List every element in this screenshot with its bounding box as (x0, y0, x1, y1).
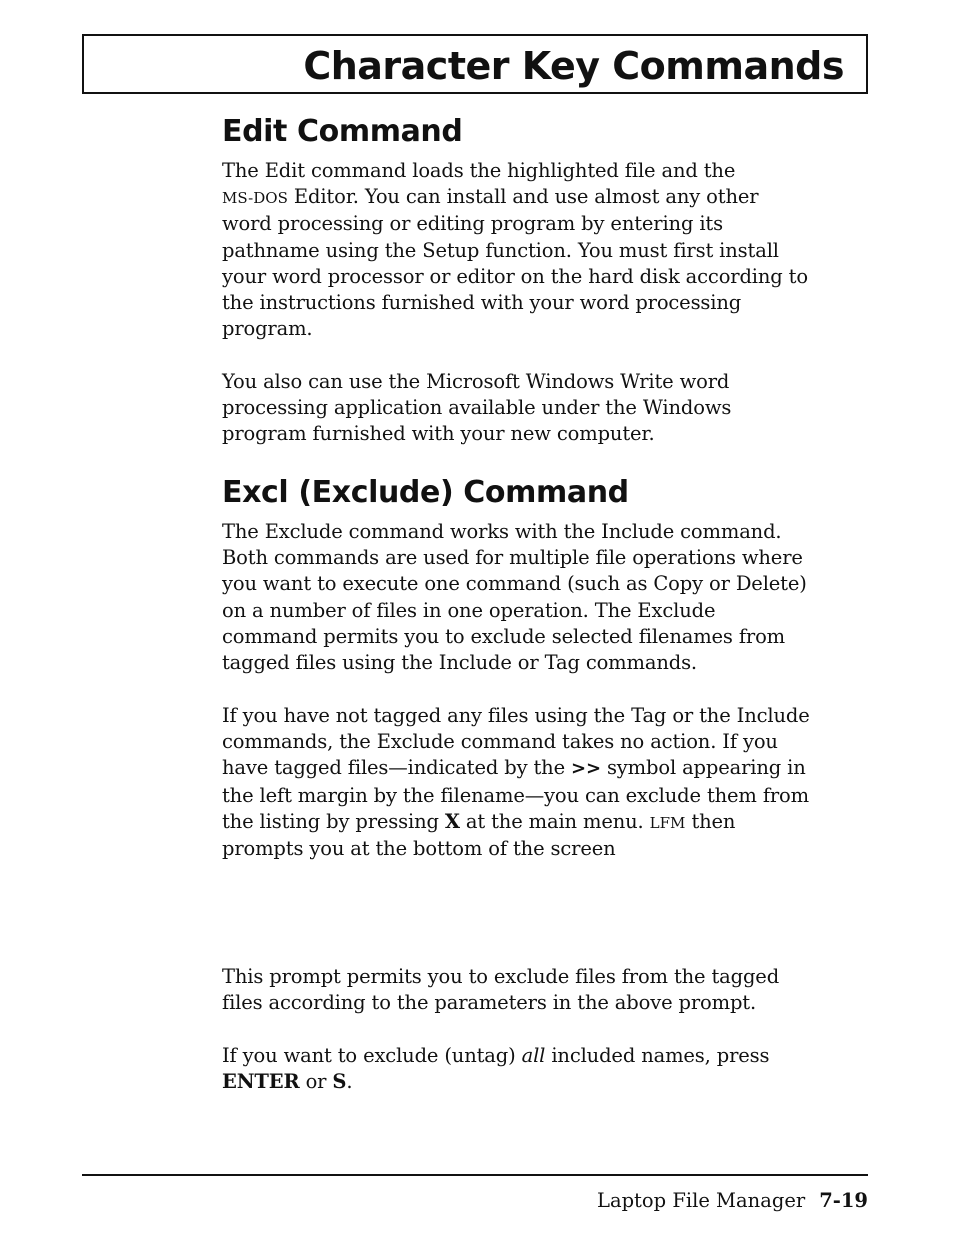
footer-rule (82, 1174, 868, 1176)
edit-paragraph-1 (222, 158, 867, 342)
small-caps-term: LFM (649, 813, 686, 832)
text-run: then prompts you at the bottom of the screen (222, 809, 736, 861)
excl-paragraph-4 (222, 1043, 867, 1095)
page-footer (597, 1186, 868, 1216)
excl-paragraph-2 (222, 703, 867, 862)
text-run: The Edit command loads the highlighted file and the (222, 159, 736, 182)
key-x: X (444, 809, 460, 833)
text-run: included names, press (551, 1044, 770, 1067)
tag-symbol: >> (571, 758, 601, 780)
text-run: If you want to exclude (untag) (222, 1044, 522, 1067)
text-run: at the main menu. (459, 809, 650, 833)
key-enter: ENTER (222, 1070, 300, 1094)
excl-command-heading: Excl (Exclude) Command (222, 475, 629, 510)
text-run: If you have not tagged any files using the Tag or the Include commands, the Exclude command takes no action. If you have tagged files—indicated by the (222, 704, 810, 780)
emphasis-all: all (521, 1044, 546, 1067)
excl-paragraph-3: This prompt permits you to exclude files from the tagged files according to the parameters in the above prompt. (222, 965, 780, 1015)
edit-paragraph-2: You also can use the Microsoft Windows Write word processing application available under the Windows program furnished with your new computer. (222, 370, 732, 446)
text-run: or (299, 1070, 333, 1094)
text-run: Editor. You can install and use almost any other word processing or editing program by entering its pathname using the Setup function. You must first install your word processor or editor on the hard disk according to the instructions furnished with your word processing program. (222, 185, 808, 341)
page-title: Character Key Commands (303, 44, 844, 88)
text-run: symbol appearing in the left margin by the filename—you can exclude them from the listing by pressing (222, 756, 809, 833)
title-box (82, 34, 868, 94)
excl-paragraph-1: The Exclude command works with the Include command. Both commands are used for multiple file operations where you want to execute one command (such as Copy or Delete) on a number of files in one operation. The Exclude command permits you to exclude selected filenames from tagged files using the Include or Tag commands. (222, 520, 807, 675)
edit-command-heading: Edit Command (222, 114, 463, 149)
page-number: 7-19 (819, 1189, 868, 1212)
small-caps-term: MS-DOS (222, 189, 288, 208)
key-s: S (332, 1070, 347, 1094)
footer-label: Laptop File Manager (597, 1189, 806, 1212)
text-run: . (346, 1070, 353, 1094)
